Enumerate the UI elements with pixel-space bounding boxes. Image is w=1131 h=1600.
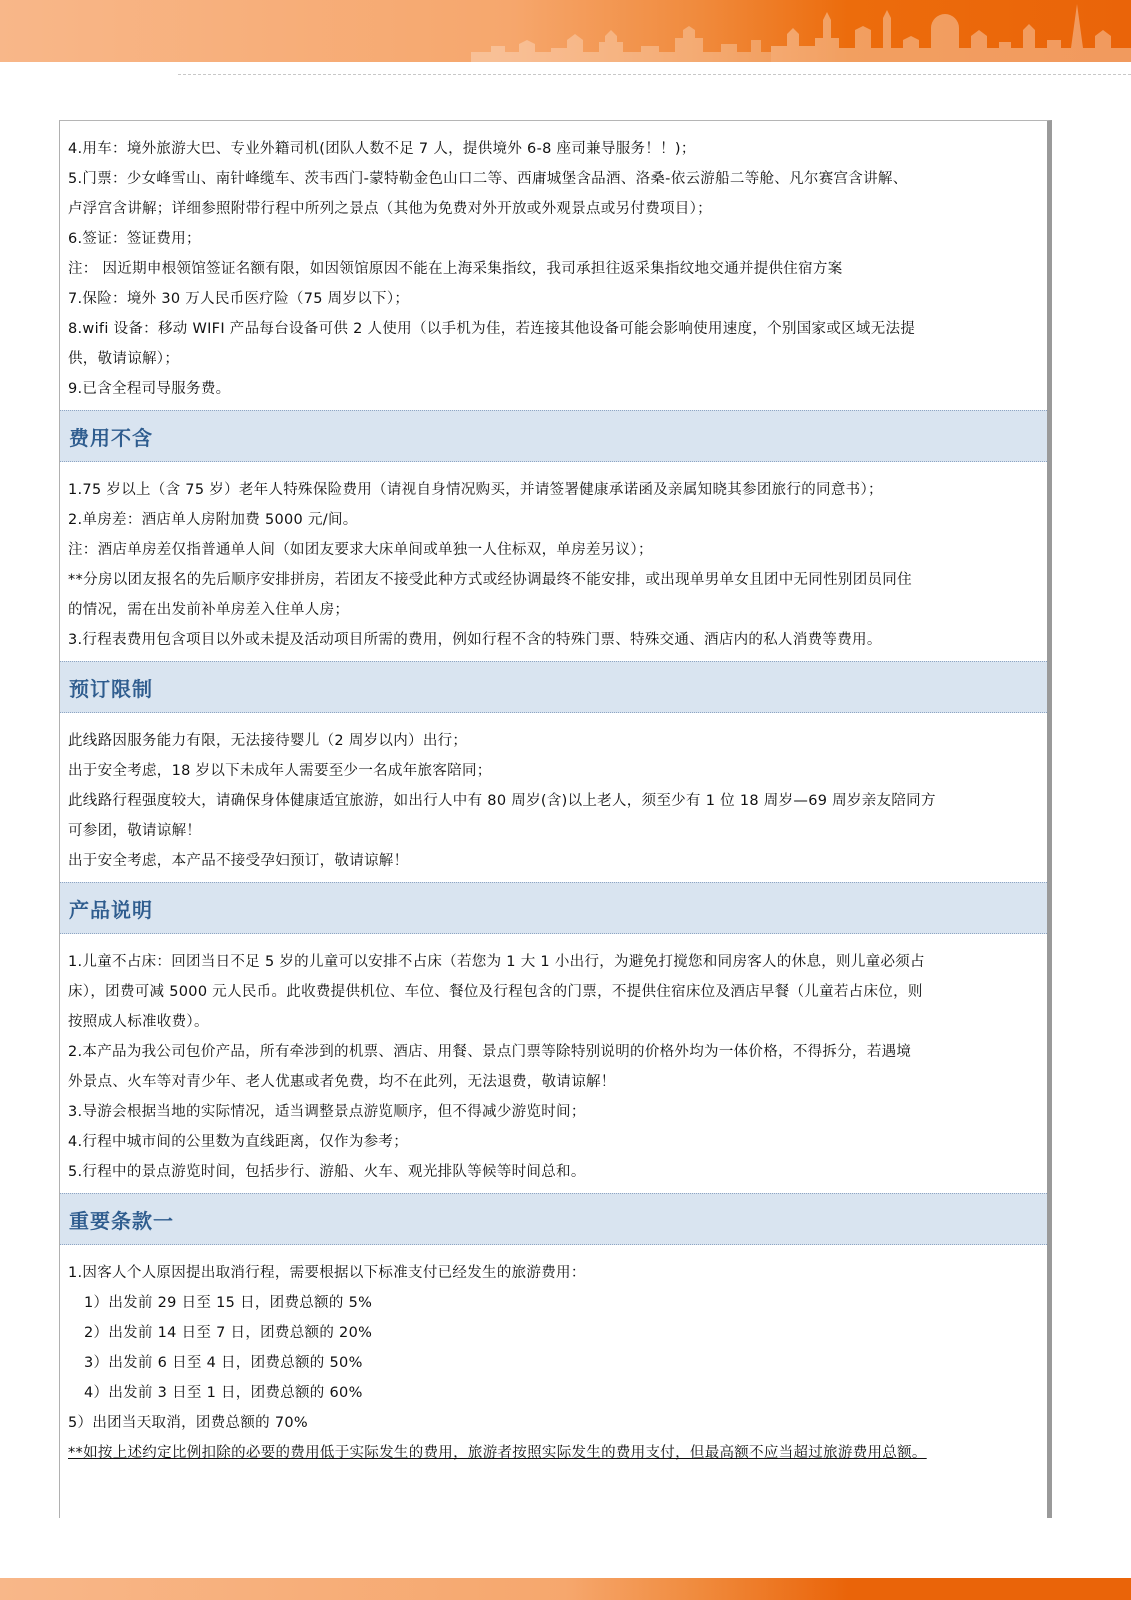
text-line: 4.行程中城市间的公里数为直线距离，仅作为参考； bbox=[68, 1134, 409, 1150]
section-title: 费用不含 bbox=[69, 425, 153, 450]
section-heading bbox=[60, 1193, 1047, 1245]
section-heading bbox=[60, 661, 1047, 713]
text-line: 2.单房差：酒店单人房附加费 5000 元/间。 bbox=[68, 512, 358, 528]
section-title: 预订限制 bbox=[69, 676, 153, 701]
text-line: **如按上述约定比例扣除的必要的费用低于实际发生的费用，旅游者按照实际发生的费用支付，但最高额不应当超过旅游费用总额。 bbox=[68, 1445, 927, 1461]
text-line: 注：酒店单房差仅指普通单人间（如团友要求大床单间或单独一人住标双，单房差另议）； bbox=[68, 542, 653, 558]
section-title: 产品说明 bbox=[69, 897, 153, 922]
text-line: 8.wifi 设备：移动 WIFI 产品每台设备可供 2 人使用（以手机为佳，若连接其他设备可能会影响使用速度，个别国家或区域无法提 bbox=[68, 321, 916, 337]
text-line: 1）出发前 29 日至 15 日，团费总额的 5% bbox=[84, 1295, 373, 1311]
city-skyline-icon bbox=[471, 0, 1131, 62]
text-line: 2.本产品为我公司包价产品，所有牵涉到的机票、酒店、用餐、景点门票等除特别说明的价格外均为一体价格，不得拆分，若遇境 bbox=[68, 1044, 912, 1060]
content-frame bbox=[59, 120, 1052, 1518]
text-block bbox=[60, 934, 1047, 1193]
text-line: 供，敬请谅解）； bbox=[68, 351, 180, 367]
text-line: 7.保险：境外 30 万人民币医疗险（75 周岁以下）； bbox=[68, 291, 410, 307]
text-line: 1.儿童不占床：回团当日不足 5 岁的儿童可以安排不占床（若您为 1 大 1 小出行，为避免打搅您和同房客人的休息，则儿童必须占 bbox=[68, 954, 925, 970]
text-line: 2）出发前 14 日至 7 日，团费总额的 20% bbox=[84, 1325, 373, 1341]
text-line: 注： 因近期申根领馆签证名额有限，如因领馆原因不能在上海采集指纹，我司承担往返采集指纹地交通并提供住宿方案 bbox=[68, 261, 843, 277]
section-title: 重要条款一 bbox=[69, 1208, 174, 1233]
text-line: 3.导游会根据当地的实际情况，适当调整景点游览顺序，但不得减少游览时间； bbox=[68, 1104, 586, 1120]
text-line: **分房以团友报名的先后顺序安排拼房，若团友不接受此种方式或经协调最终不能安排，或出现单男单女且团中无同性别团员同住 bbox=[68, 572, 912, 588]
section-heading bbox=[60, 882, 1047, 934]
text-line: 出于安全考虑，本产品不接受孕妇预订，敬请谅解！ bbox=[68, 853, 409, 869]
header-banner bbox=[0, 0, 1131, 62]
text-line: 3.行程表费用包含项目以外或未提及活动项目所需的费用，例如行程不含的特殊门票、特殊交通、酒店内的私人消费等费用。 bbox=[68, 632, 882, 648]
text-line: 卢浮宫含讲解；详细参照附带行程中所列之景点（其他为免费对外开放或外观景点或另付费项目）； bbox=[68, 201, 712, 217]
section-heading bbox=[60, 410, 1047, 462]
text-line: 此线路因服务能力有限，无法接待婴儿（2 周岁以内）出行； bbox=[68, 733, 468, 749]
text-line: 按照成人标准收费）。 bbox=[68, 1014, 209, 1030]
text-line: 外景点、火车等对青少年、老人优惠或者免费，均不在此列，无法退费，敬请谅解！ bbox=[68, 1074, 616, 1090]
text-line: 9.已含全程司导服务费。 bbox=[68, 381, 231, 397]
text-line: 此线路行程强度较大，请确保身体健康适宜旅游，如出行人中有 80 周岁(含)以上老人，须至少有 1 位 18 周岁—69 周岁亲友陪同方 bbox=[68, 793, 936, 809]
text-line: 床），团费可减 5000 元人民币。此收费提供机位、车位、餐位及行程包含的门票，不提供住宿床位及酒店早餐（儿童若占床位，则 bbox=[68, 984, 923, 1000]
text-line: 5）出团当天取消，团费总额的 70% bbox=[68, 1415, 308, 1431]
text-line: 可参团，敬请谅解！ bbox=[68, 823, 202, 839]
text-line: 1.因客人个人原因提出取消行程，需要根据以下标准支付已经发生的旅游费用： bbox=[68, 1265, 586, 1281]
text-line: 的情况，需在出发前补单房差入住单人房； bbox=[68, 602, 350, 618]
text-line: 4.用车：境外旅游大巴、专业外籍司机(团队人数不足 7 人，提供境外 6-8 座司兼导服务！！)； bbox=[68, 141, 696, 157]
text-line: 3）出发前 6 日至 4 日，团费总额的 50% bbox=[84, 1355, 363, 1371]
text-block bbox=[60, 1245, 1047, 1474]
text-line: 5.门票：少女峰雪山、南针峰缆车、茨韦西门-蒙特勒金色山口二等、西庸城堡含品酒、洛桑-依云游船二等舱、凡尔赛宫含讲解、 bbox=[68, 171, 908, 187]
text-line: 4）出发前 3 日至 1 日，团费总额的 60% bbox=[84, 1385, 363, 1401]
header-divider bbox=[178, 74, 1131, 75]
text-block bbox=[60, 121, 1047, 410]
text-block bbox=[60, 713, 1047, 882]
text-line: 6.签证：签证费用； bbox=[68, 231, 201, 247]
text-line: 出于安全考虑，18 岁以下未成年人需要至少一名成年旅客陪同； bbox=[68, 763, 492, 779]
text-line: 1.75 岁以上（含 75 岁）老年人特殊保险费用（请视自身情况购买，并请签署健康承诺函及亲属知晓其参团旅行的同意书）； bbox=[68, 482, 883, 498]
text-block bbox=[60, 462, 1047, 661]
footer-banner bbox=[0, 1578, 1131, 1600]
text-line: 5.行程中的景点游览时间，包括步行、游船、火车、观光排队等候等时间总和。 bbox=[68, 1164, 586, 1180]
document-content bbox=[60, 121, 1047, 1474]
